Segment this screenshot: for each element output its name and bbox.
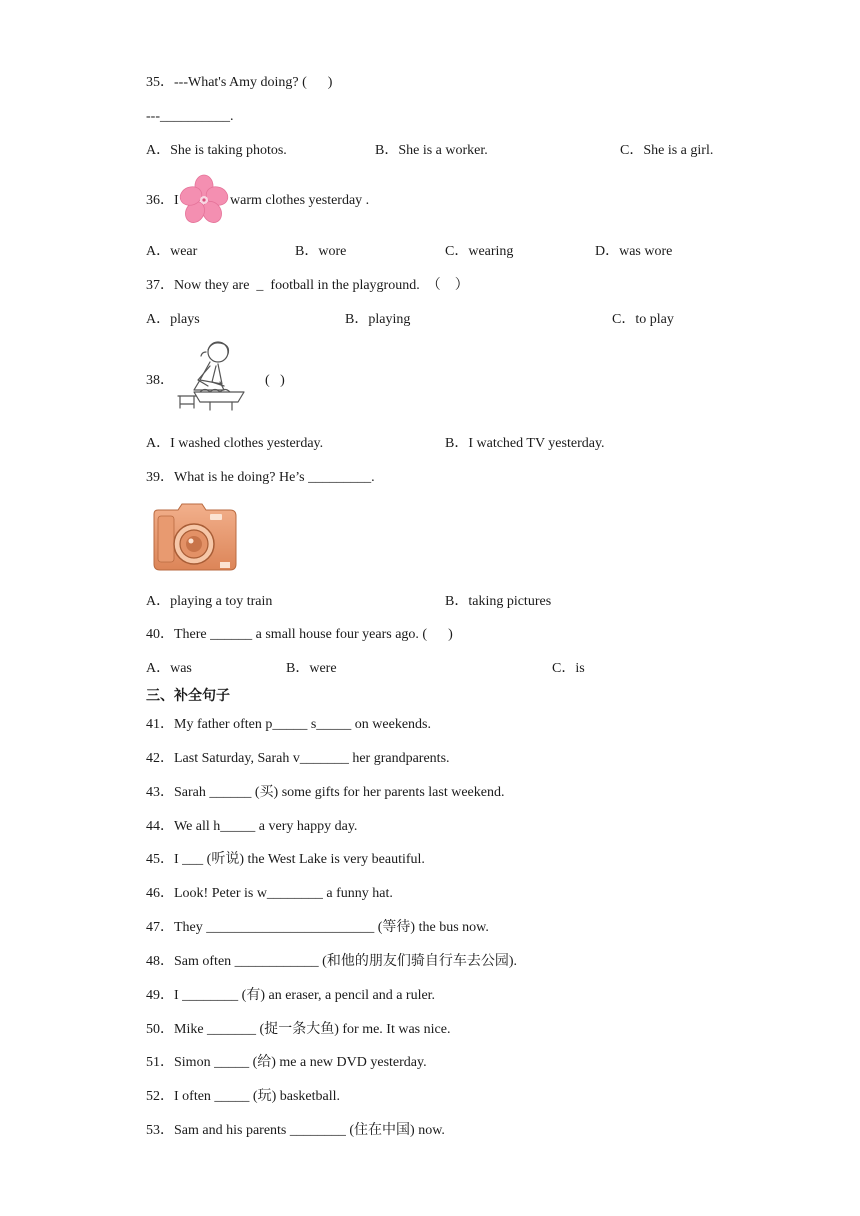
camera-icon	[146, 500, 242, 578]
fill-item: 53．Sam and his parents ________ (住在中国) now.	[146, 1123, 445, 1138]
fill-item: 51．Simon _____ (给) me a new DVD yesterday.	[146, 1055, 427, 1070]
q38-option-a: A．I washed clothes yesterday.	[146, 436, 324, 451]
q37-stem: 37．Now they are _ football in the playground. （ ）	[146, 278, 469, 293]
q36-option-d: D．was wore	[595, 244, 673, 259]
q36-option-b: B．wore	[295, 244, 347, 259]
section-heading: 三、补全句子	[146, 688, 230, 704]
fill-item: 52．I often _____ (玩) basketball.	[146, 1089, 341, 1104]
fill-item: 49．I ________ (有) an eraser, a pencil and a ruler.	[146, 988, 436, 1003]
fill-item: 45．I ___ (听说) the West Lake is very beautiful.	[146, 852, 425, 867]
q35-option-c: C．She is a girl.	[620, 143, 714, 158]
fill-item: 46．Look! Peter is w________ a funny hat.	[146, 886, 393, 901]
fill-item: 43．Sarah ______ (买) some gifts for her parents last weekend.	[146, 785, 505, 800]
q36-number: 36．I	[146, 193, 179, 208]
fill-item: 50．Mike _______ (捉一条大鱼) for me. It was nice.	[146, 1022, 451, 1037]
fill-item: 48．Sam often ____________ (和他的朋友们骑自行车去公园).	[146, 954, 517, 969]
fill-item: 41．My father often p_____ s_____ on weekends.	[146, 717, 432, 732]
q38-number: 38．	[146, 373, 174, 388]
q37-option-c: C．to play	[612, 312, 674, 327]
q40-stem: 40．There ______ a small house four years ago. ( )	[146, 627, 453, 642]
q35-option-a: A．She is taking photos.	[146, 143, 287, 158]
q37-option-a: A．plays	[146, 312, 200, 327]
q36-option-c: C．wearing	[445, 244, 514, 259]
q35-stem: 35．---What's Amy doing? ( )	[146, 75, 333, 90]
q35-answer-blank: ---__________.	[146, 109, 234, 124]
q40-option-c: C．is	[552, 661, 585, 676]
q39-stem: 39．What is he doing? He’s _________.	[146, 470, 375, 485]
fill-item: 47．They ________________________ (等待) the bus now.	[146, 920, 489, 935]
q40-option-a: A．was	[146, 661, 192, 676]
pink-flower-icon	[178, 174, 230, 226]
q38-option-b: B．I watched TV yesterday.	[445, 436, 605, 451]
q39-option-a: A．playing a toy train	[146, 594, 273, 609]
q37-option-b: B．playing	[345, 312, 411, 327]
fill-item: 42．Last Saturday, Sarah v_______ her grandparents.	[146, 751, 450, 766]
q36-option-a: A．wear	[146, 244, 198, 259]
q38-paren: ( )	[265, 373, 285, 388]
q40-option-b: B．were	[286, 661, 337, 676]
q39-option-b: B．taking pictures	[445, 594, 552, 609]
q36-after-text: warm clothes yesterday .	[230, 193, 370, 208]
q35-option-b: B．She is a worker.	[375, 143, 488, 158]
fill-item: 44．We all h_____ a very happy day.	[146, 819, 358, 834]
girl-washing-clothes-icon	[170, 338, 252, 418]
